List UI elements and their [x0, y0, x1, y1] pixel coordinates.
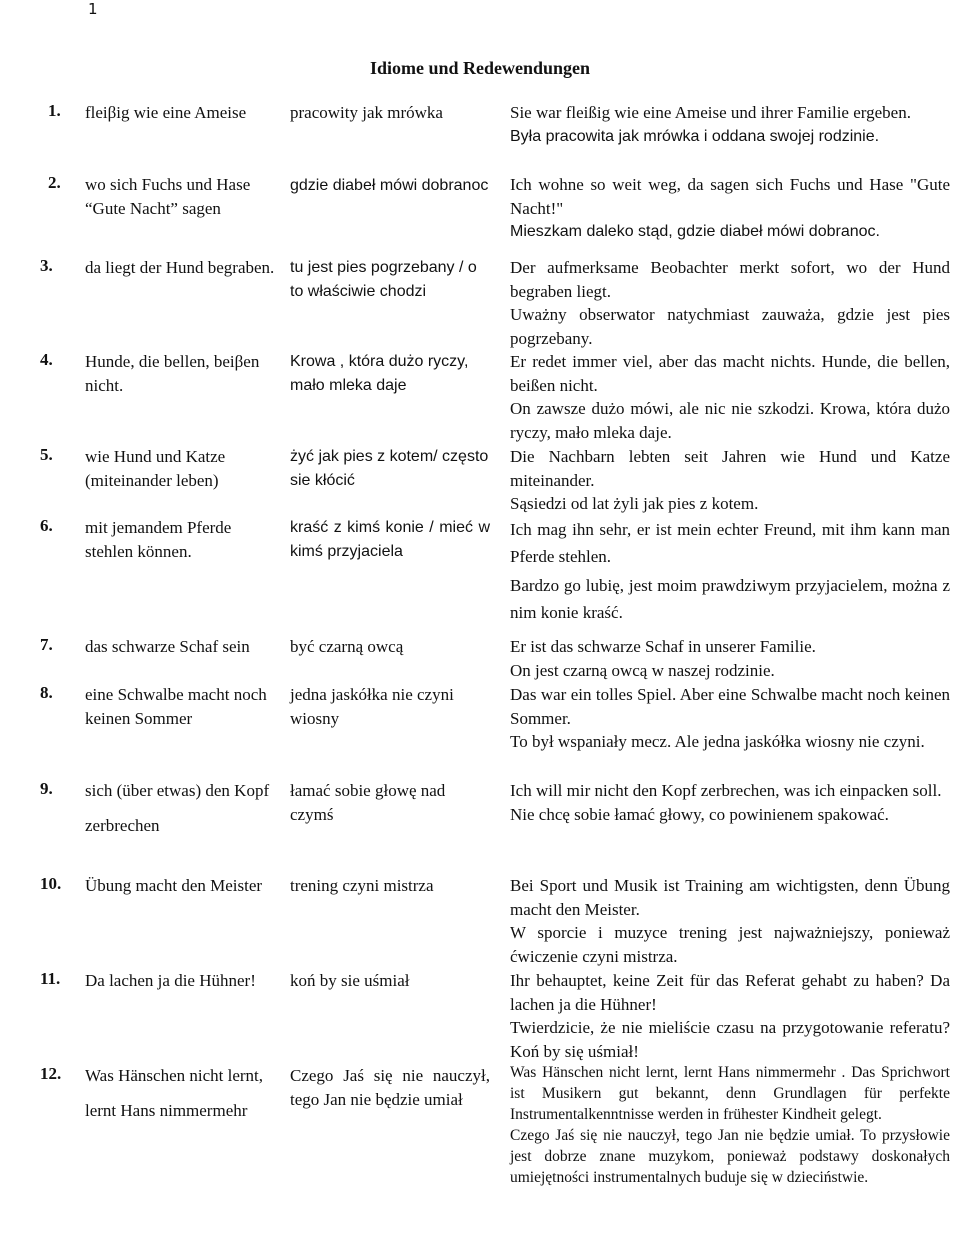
polish-equivalent: łamać sobie głowę nad czymś [290, 781, 446, 824]
page-title: Idiome und Redewendungen [369, 58, 591, 78]
idiom-number: 12. [40, 1064, 62, 1083]
polish-equivalent: tu jest pies pogrzebany / o to właściwie chodzi [290, 259, 477, 300]
polish-example: Mieszkam daleko stąd, gdzie diabeł mówi dobranoc. [510, 223, 880, 240]
example-sentences [510, 683, 950, 754]
idiom-number: 7. [40, 635, 53, 654]
example-sentences [510, 256, 950, 350]
german-example: Er ist das schwarze Schaf in unserer Familie. [510, 637, 816, 656]
polish-equivalent: trening czyni mistrza [290, 876, 434, 895]
german-example: Ich mag ihn sehr, er ist mein echter Freund, mit ihm kann man Pferde stehlen. [510, 520, 950, 566]
example-sentences [510, 1062, 950, 1188]
idiom-number: 10. [40, 874, 62, 893]
idiom-number: 4. [40, 350, 53, 369]
polish-example: Uważny obserwator natychmiast zauważa, gdzie jest pies pogrzebany. [510, 305, 950, 348]
polish-equivalent: żyć jak pies z kotem/ często sie kłócić [290, 448, 489, 489]
german-example: Sie war fleißig wie eine Ameise und ihrer Familie ergeben. [510, 103, 911, 122]
polish-equivalent: jedna jaskółka nie czyni wiosny [290, 685, 454, 728]
idiom-number: 9. [40, 779, 53, 798]
german-idiom: Da lachen ja die Hühner! [85, 971, 256, 990]
example-sentences [510, 445, 950, 516]
idiom-number: 5. [40, 445, 53, 464]
german-idiom: Was Hänschen nicht lernt, lernt Hans nimmermehr [85, 1066, 264, 1120]
example-sentences [510, 516, 950, 626]
german-example: Er redet immer viel, aber das macht nichts. Hunde, die bellen, beißen nicht. [510, 352, 950, 395]
german-example: Was Hänschen nicht lernt, lernt Hans nimmermehr . Das Sprichwort ist Musikern gut bekannt, denn Grundlagen für perfekte Instrumentalkenntnisse werden in frühester Kindheit gelegt. [510, 1064, 950, 1123]
german-example: Ich wohne so weit weg, da sagen sich Fuchs und Hase "Gute Nacht!" [510, 175, 950, 218]
idiom-number: 6. [40, 516, 53, 535]
polish-example: Była pracowita jak mrówka i oddana swojej rodzinie. [510, 127, 880, 145]
german-example: Ich will mir nicht den Kopf zerbrechen, was ich einpacken soll. [510, 781, 942, 800]
polish-equivalent: pracowity jak mrówka [290, 103, 443, 122]
example-sentences [510, 101, 950, 148]
german-idiom: Hunde, die bellen, beiβen nicht. [85, 352, 260, 395]
idiom-number: 11. [40, 969, 61, 988]
german-idiom: da liegt der Hund begraben. [85, 258, 275, 277]
polish-example: On jest czarną owcą w naszej rodzinie. [510, 660, 775, 680]
german-example: Ihr behauptet, keine Zeit für das Referat gehabt zu haben? Da lachen ja die Hühner! [510, 971, 950, 1014]
polish-example: W sporcie i muzyce trening jest najważniejszy, ponieważ ćwiczenie czyni mistrza. [510, 923, 950, 966]
polish-equivalent: kraść z kimś konie / mieć w kimś przyjaciela [290, 519, 490, 560]
german-example: Das war ein tolles Spiel. Aber eine Schwalbe macht noch keinen Sommer. [510, 685, 950, 728]
example-sentences [510, 874, 950, 968]
german-idiom: das schwarze Schaf sein [85, 637, 250, 656]
german-idiom: sich (über etwas) den Kopf zerbrechen [85, 781, 270, 835]
example-sentences [510, 635, 950, 682]
idiom-number: 8. [40, 683, 53, 702]
german-idiom: eine Schwalbe macht noch keinen Sommer [85, 685, 267, 728]
page-number: 1 [88, 0, 98, 18]
example-sentences [510, 779, 950, 826]
german-idiom: fleiβig wie eine Ameise [85, 103, 247, 122]
polish-equivalent: Czego Jaś się nie nauczył, tego Jan nie będzie umiał [290, 1066, 490, 1109]
german-idiom: wie Hund und Katze (miteinander leben) [85, 447, 226, 490]
german-idiom: mit jemandem Pferde stehlen können. [85, 518, 232, 561]
polish-equivalent: gdzie diabeł mówi dobranoc [290, 177, 489, 194]
polish-example: Sąsiedzi od lat żyli jak pies z kotem. [510, 494, 759, 513]
polish-example: Nie chcę sobie łamać głowy, co powinienem spakować. [510, 804, 889, 824]
example-sentences [510, 350, 950, 444]
polish-equivalent: koń by sie uśmiał [290, 971, 410, 990]
example-sentences [510, 969, 950, 1063]
german-example: Der aufmerksame Beobachter merkt sofort, wo der Hund begraben liegt. [510, 258, 950, 301]
example-sentences [510, 173, 950, 244]
german-example: Bei Sport und Musik ist Training am wichtigsten, denn Übung macht den Meister. [510, 876, 950, 919]
german-idiom: Übung macht den Meister [85, 876, 263, 895]
idiom-number: 3. [40, 256, 53, 275]
idiom-number: 1. [48, 101, 61, 120]
polish-example: Czego Jaś się nie nauczył, tego Jan nie będzie umiał. To przysłowie jest dobrze znane muzykom, ponieważ podstawy doskonałych umiejętności instrumentalnych buduje się w dzieciństwie. [510, 1127, 950, 1186]
polish-example: To był wspaniały mecz. Ale jedna jaskółka wiosny nie czyni. [510, 732, 925, 751]
polish-example: On zawsze dużo mówi, ale nic nie szkodzi. Krowa, która dużo ryczy, mało mleka daje. [510, 399, 950, 442]
idiom-number: 2. [48, 173, 61, 192]
german-example: Die Nachbarn lebten seit Jahren wie Hund und Katze miteinander. [510, 447, 950, 490]
german-idiom: wo sich Fuchs und Hase “Gute Nacht” sagen [85, 175, 251, 218]
polish-example: Twierdzicie, że nie mieliście czasu na przygotowanie referatu? Koń by się uśmiał! [510, 1018, 950, 1061]
polish-equivalent: być czarną owcą [290, 637, 404, 656]
polish-example: Bardzo go lubię, jest moim prawdziwym przyjacielem, można z nim konie kraść. [510, 576, 950, 622]
polish-equivalent: Krowa , która dużo ryczy, mało mleka daje [290, 353, 469, 394]
